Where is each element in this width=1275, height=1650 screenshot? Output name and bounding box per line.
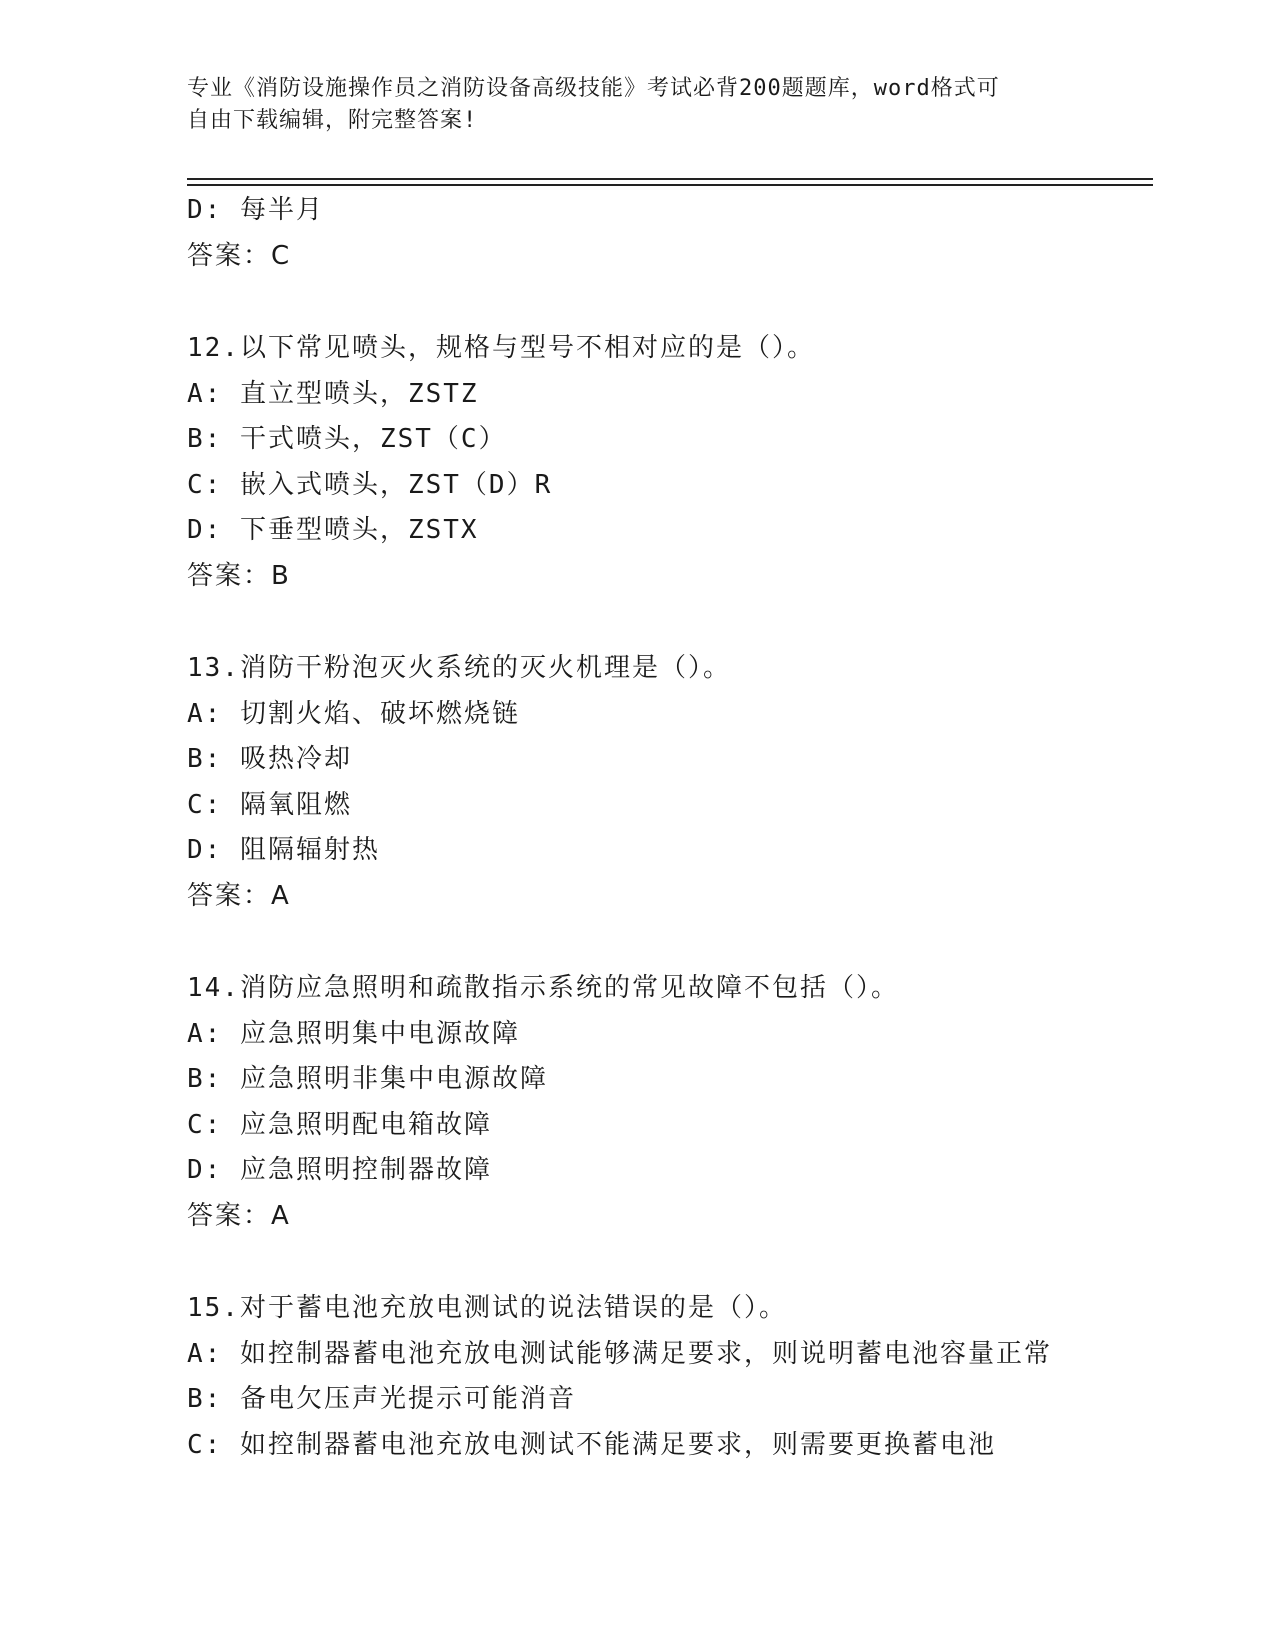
option-c: C: 如控制器蓄电池充放电测试不能满足要求，则需要更换蓄电池 (187, 1429, 996, 1460)
option-c: C: 隔氧阻燃 (187, 789, 352, 820)
question-list (187, 188, 1167, 1468)
answer-line: 答案：C (187, 240, 292, 271)
question-stem: 14.消防应急照明和疏散指示系统的常见故障不包括（）。 (187, 973, 899, 1003)
answer-line: 答案：B (187, 560, 291, 591)
question-11-tail (187, 188, 1167, 279)
question-15 (187, 1286, 1167, 1468)
question-stem: 12.以下常见喷头，规格与型号不相对应的是（）。 (187, 333, 815, 363)
option-b: B: 应急照明非集中电源故障 (187, 1064, 548, 1094)
header-line-1: 专业《消防设施操作员之消防设备高级技能》考试必背200题题库，word格式可 (187, 76, 1000, 101)
question-stem: 13.消防干粉泡灭火系统的灭火机理是（）。 (187, 653, 731, 683)
header-line-2: 自由下载编辑，附完整答案! (187, 108, 478, 133)
answer-line: 答案：A (187, 880, 291, 911)
header-divider-top (187, 178, 1153, 180)
spacer (187, 919, 1167, 966)
document-header (187, 73, 1087, 137)
option-a: A: 切割火焰、破坏燃烧链 (187, 698, 520, 729)
spacer (187, 279, 1167, 326)
option-a: A: 应急照明集中电源故障 (187, 1018, 520, 1049)
question-stem: 15.对于蓄电池充放电测试的说法错误的是（）。 (187, 1293, 787, 1323)
option-c: C: 应急照明配电箱故障 (187, 1109, 492, 1140)
spacer (187, 1239, 1167, 1286)
option-b: B: 吸热冷却 (187, 744, 352, 774)
option-a: A: 直立型喷头，ZSTZ (187, 378, 479, 409)
option-d: D: 应急照明控制器故障 (187, 1155, 492, 1185)
spacer (187, 599, 1167, 646)
option-d: D: 阻隔辐射热 (187, 835, 380, 865)
option-c: C: 嵌入式喷头，ZST（D）R (187, 469, 553, 500)
question-12 (187, 326, 1167, 599)
header-divider-bottom (187, 184, 1153, 186)
question-13 (187, 646, 1167, 919)
option-d: D: 每半月 (187, 195, 324, 225)
answer-line: 答案：A (187, 1200, 291, 1231)
question-14 (187, 966, 1167, 1239)
option-a: A: 如控制器蓄电池充放电测试能够满足要求，则说明蓄电池容量正常 (187, 1338, 1052, 1369)
option-b: B: 干式喷头，ZST（C） (187, 424, 507, 454)
option-d: D: 下垂型喷头，ZSTX (187, 515, 479, 545)
option-b: B: 备电欠压声光提示可能消音 (187, 1384, 576, 1414)
